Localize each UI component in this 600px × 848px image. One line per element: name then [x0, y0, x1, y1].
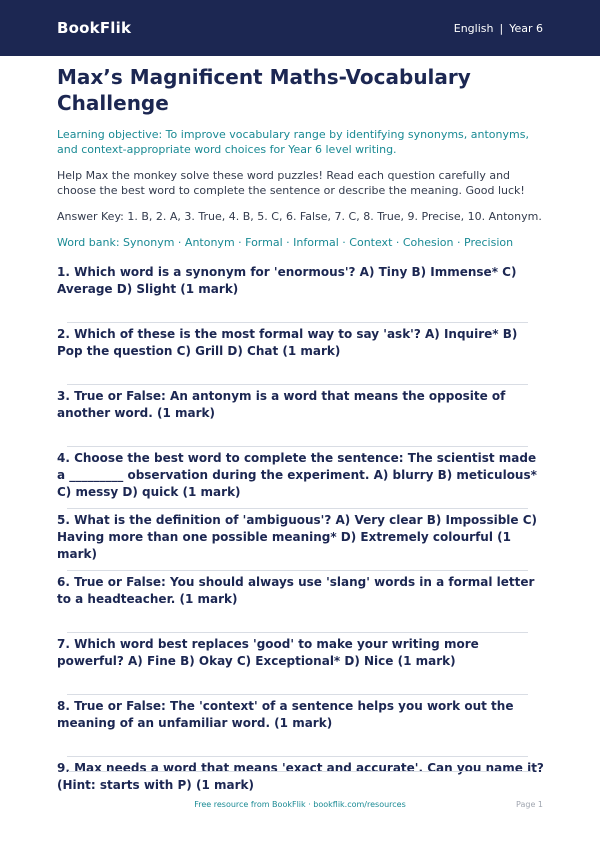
answer-line[interactable] [67, 570, 528, 571]
subject-label: English [453, 21, 494, 35]
learning-objective: Learning objective: To improve vocabulary range by identifying synonyms, antonyms, and context-appropriate word choices for Year 6 level writing. [57, 128, 529, 156]
answer-line[interactable] [67, 694, 528, 695]
question-list [57, 264, 544, 822]
footer-source-link[interactable]: Free resource from BookFlik · bookflik.com/resources [194, 800, 406, 809]
answer-key: Answer Key: 1. B, 2. A, 3. True, 4. B, 5. C, 6. False, 7. C, 8. True, 9. Precise, 10. Antonym. [57, 210, 542, 223]
answer-line[interactable] [67, 508, 528, 509]
page-title: Max’s Magnificent Maths-Vocabulary Challenge [57, 65, 471, 115]
question-text: 4. Choose the best word to complete the sentence: The scientist made a _________ observation during the experiment. A) blurry B) meticulous* C) messy D) quick (1 mark) [57, 451, 537, 499]
question-item [57, 512, 544, 574]
answer-line[interactable] [67, 446, 528, 447]
question-item [57, 574, 544, 636]
question-item [57, 698, 544, 760]
answer-line[interactable] [67, 632, 528, 633]
question-text: 3. True or False: An antonym is a word that means the opposite of another word. (1 mark) [57, 389, 506, 420]
question-text: 1. Which word is a synonym for 'enormous'? A) Tiny B) Immense* C) Average D) Slight (1 mark) [57, 265, 517, 296]
question-text: 7. Which word best replaces 'good' to make your writing more powerful? A) Fine B) Okay C) Exceptional* D) Nice (1 mark) [57, 637, 479, 668]
question-text: 2. Which of these is the most formal way to say 'ask'? A) Inquire* B) Pop the question C) Grill D) Chat (1 mark) [57, 327, 518, 358]
brand-logo[interactable]: BookFlik [57, 19, 132, 37]
question-text: 5. What is the definition of 'ambiguous'? A) Very clear B) Impossible C) Having more than one possible meaning* D) Extremely colourful (1 mark) [57, 513, 538, 561]
question-item [57, 636, 544, 698]
meta-separator: | [499, 21, 504, 35]
header-meta [454, 22, 543, 35]
page-header [0, 0, 600, 56]
question-item [57, 388, 544, 450]
worksheet-content [57, 64, 544, 822]
word-bank: Word bank: Synonym · Antonym · Formal · Informal · Context · Cohesion · Precision [57, 236, 514, 249]
question-text: 8. True or False: The 'context' of a sentence helps you work out the meaning of an unfamiliar word. (1 mark) [57, 699, 514, 730]
question-item [57, 450, 544, 512]
answer-line[interactable] [67, 384, 528, 385]
question-item [57, 264, 544, 326]
answer-line[interactable] [67, 756, 528, 757]
year-label: Year 6 [509, 21, 543, 35]
question-item [57, 326, 544, 388]
intro-text: Help Max the monkey solve these word puzzles! Read each question carefully and choose the best word to complete the sentence or describe the meaning. Good luck! [57, 169, 525, 197]
page-number: Page 1 [516, 800, 543, 809]
question-text: 6. True or False: You should always use 'slang' words in a formal letter to a headteacher. (1 mark) [57, 575, 535, 606]
answer-line[interactable] [67, 322, 528, 323]
page-footer [0, 800, 600, 816]
answer-line[interactable] [68, 771, 531, 772]
question-text: 9. Max needs a word that means 'exact and accurate'. Can you name it? (Hint: starts with P) (1 mark) [57, 761, 544, 792]
